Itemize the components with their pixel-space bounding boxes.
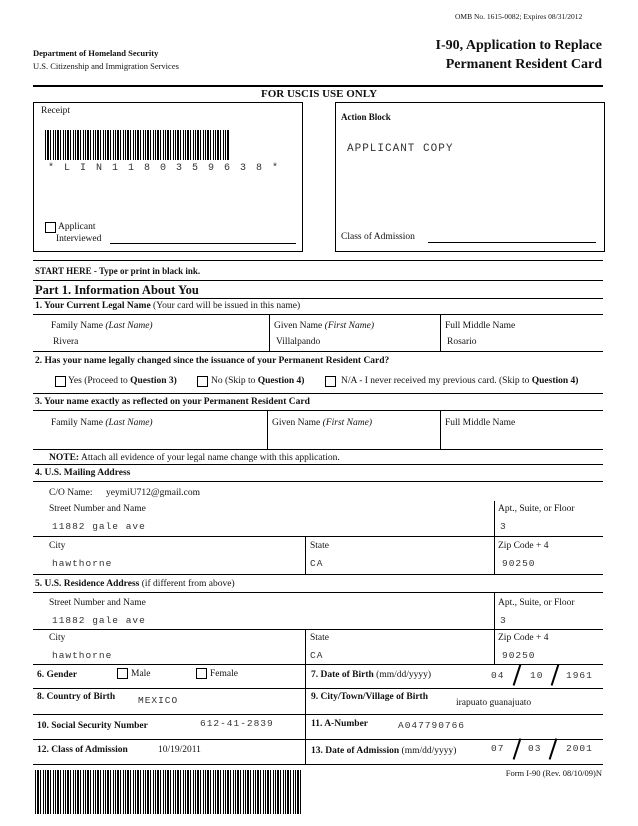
q2-no-option bbox=[211, 376, 304, 386]
rule bbox=[33, 714, 603, 715]
doa-day-field[interactable]: 03 bbox=[528, 743, 542, 754]
form-title-line2: Permanent Resident Card bbox=[445, 57, 602, 72]
divider bbox=[440, 315, 441, 351]
q10-label: 10. Social Security Number bbox=[37, 721, 148, 731]
res-apt-field[interactable]: 3 bbox=[500, 615, 507, 626]
given-label: Given Name bbox=[274, 321, 323, 331]
family-label: Family Name bbox=[51, 321, 103, 331]
rule bbox=[33, 739, 603, 740]
gender-male-checkbox[interactable] bbox=[117, 668, 128, 679]
res-street-field[interactable]: 11882 gale ave bbox=[52, 615, 146, 626]
rule bbox=[33, 688, 603, 689]
q1-label: 1. Your Current Legal Name bbox=[35, 301, 151, 311]
divider bbox=[305, 740, 306, 764]
divider bbox=[305, 630, 306, 664]
apt-label: Apt., Suite, or Floor bbox=[498, 504, 575, 514]
res-state-field[interactable]: CA bbox=[310, 650, 324, 661]
rule bbox=[33, 536, 603, 537]
q13-hint: (mm/dd/yyyy) bbox=[401, 746, 457, 756]
rule bbox=[33, 351, 603, 352]
q8-label: 8. Country of Birth bbox=[37, 692, 116, 702]
rule bbox=[33, 410, 603, 411]
divider bbox=[269, 315, 270, 351]
given-name-label bbox=[274, 321, 374, 331]
date-separator bbox=[513, 738, 522, 760]
start-here: START HERE - Type or print in black ink. bbox=[35, 266, 201, 276]
q2-na-target: Question 4) bbox=[531, 376, 579, 386]
family-name-field[interactable]: Rivera bbox=[53, 337, 79, 347]
note-label: NOTE: bbox=[49, 453, 80, 463]
q7-hint: (mm/dd/yyyy) bbox=[376, 670, 432, 680]
res-street-label: Street Number and Name bbox=[49, 598, 146, 608]
uscis-use-only: FOR USCIS USE ONLY bbox=[260, 88, 378, 100]
rule bbox=[33, 260, 603, 261]
q5-note: (if different from above) bbox=[141, 579, 235, 589]
applicant-label: Applicant bbox=[58, 222, 96, 232]
date-separator bbox=[551, 664, 560, 686]
rule bbox=[33, 393, 603, 394]
dob-year-field[interactable]: 1961 bbox=[566, 670, 593, 681]
q2-no-checkbox[interactable] bbox=[197, 376, 208, 387]
female-label: Female bbox=[210, 669, 238, 679]
q3-given-hint: (First Name) bbox=[322, 418, 372, 428]
receipt-barcode bbox=[45, 130, 230, 160]
q2-yes-checkbox[interactable] bbox=[55, 376, 66, 387]
part1-heading: Part 1. Information About You bbox=[35, 283, 199, 297]
date-separator bbox=[549, 738, 558, 760]
note-text: Attach all evidence of your legal name change with this application. bbox=[80, 453, 340, 463]
zip-label: Zip Code + 4 bbox=[498, 541, 549, 551]
zip-field[interactable]: 90250 bbox=[502, 558, 536, 569]
q11-label: 11. A-Number bbox=[311, 719, 368, 729]
state-label: State bbox=[310, 541, 329, 551]
class-of-admission-field[interactable]: 10/19/2011 bbox=[158, 745, 201, 755]
applicant-interviewed-checkbox[interactable] bbox=[45, 222, 56, 233]
q3-given-text: Given Name bbox=[272, 418, 321, 428]
divider bbox=[494, 630, 495, 664]
rule bbox=[33, 664, 603, 665]
q3-given-label bbox=[272, 418, 372, 428]
dob-month-field[interactable]: 04 bbox=[491, 670, 505, 681]
form-title-line1: I-90, Application to Replace bbox=[435, 38, 602, 53]
divider bbox=[440, 411, 441, 449]
header-divider bbox=[33, 85, 603, 87]
divider bbox=[305, 689, 306, 714]
doa-month-field[interactable]: 07 bbox=[491, 743, 505, 754]
male-label: Male bbox=[131, 669, 151, 679]
q2-label: 2. Has your name legally changed since the issuance of your Permanent Resident Card? bbox=[35, 356, 390, 366]
res-zip-field[interactable]: 90250 bbox=[502, 650, 536, 661]
q2-no-text: No (Skip to bbox=[211, 376, 256, 386]
class-admission-office-line bbox=[428, 242, 596, 243]
q13-label: 13. Date of Admission bbox=[311, 746, 400, 756]
rule bbox=[33, 629, 603, 630]
state-field[interactable]: CA bbox=[310, 558, 324, 569]
res-city-field[interactable]: hawthorne bbox=[52, 650, 113, 661]
class-admission-office-label: Class of Admission bbox=[341, 232, 415, 242]
omb-number: OMB No. 1615-0082; Expires 08/31/2012 bbox=[455, 12, 583, 21]
q3-middle-label: Full Middle Name bbox=[445, 418, 516, 428]
street-label: Street Number and Name bbox=[49, 504, 146, 514]
res-city-label: City bbox=[49, 633, 66, 643]
divider bbox=[494, 501, 495, 536]
rule bbox=[33, 592, 603, 593]
q2-na-option bbox=[341, 376, 578, 386]
q3-family-text: Family Name bbox=[51, 418, 103, 428]
rule bbox=[33, 574, 603, 575]
given-name-field[interactable]: Villalpando bbox=[276, 337, 321, 347]
q1-heading bbox=[35, 301, 300, 311]
dob-day-field[interactable]: 10 bbox=[530, 670, 544, 681]
rule bbox=[33, 449, 603, 450]
q2-yes-target: Question 3) bbox=[130, 376, 177, 386]
receipt-label: Receipt bbox=[41, 106, 71, 116]
footer-barcode bbox=[35, 770, 301, 814]
family-name-label bbox=[51, 321, 153, 331]
q2-no-target: Question 4) bbox=[257, 376, 305, 386]
q5-label: 5. U.S. Residence Address bbox=[35, 579, 140, 589]
q3-family-hint: (Last Name) bbox=[105, 418, 153, 428]
interviewed-line bbox=[110, 243, 296, 244]
q9-label: 9. City/Town/Village of Birth bbox=[311, 692, 428, 702]
divider bbox=[267, 411, 268, 449]
q2-yes-text: Yes (Proceed to bbox=[68, 376, 128, 386]
city-label: City bbox=[49, 541, 66, 551]
divider bbox=[494, 537, 495, 574]
q3-family-label bbox=[51, 418, 153, 428]
rule bbox=[33, 314, 603, 315]
name-change-note bbox=[49, 453, 340, 463]
rule bbox=[33, 280, 603, 281]
q7-label: 7. Date of Birth bbox=[311, 670, 374, 680]
agency-name: U.S. Citizenship and Immigration Services bbox=[33, 61, 179, 71]
ssn-field[interactable]: 612-41-2839 bbox=[200, 718, 274, 729]
middle-name-label: Full Middle Name bbox=[445, 321, 516, 331]
rule bbox=[33, 298, 603, 299]
department-name: Department of Homeland Security bbox=[33, 48, 159, 58]
middle-name-field[interactable]: Rosario bbox=[447, 337, 477, 347]
date-separator bbox=[513, 664, 522, 686]
q7-heading bbox=[311, 670, 431, 680]
country-of-birth-field[interactable]: MEXICO bbox=[138, 695, 179, 706]
q3-label: 3. Your name exactly as reflected on your Permanent Resident Card bbox=[35, 397, 310, 407]
divider bbox=[305, 665, 306, 688]
applicant-copy-stamp: APPLICANT COPY bbox=[347, 143, 454, 155]
q1-note: (Your card will be issued in this name) bbox=[153, 301, 301, 311]
res-state-label: State bbox=[310, 633, 329, 643]
family-hint: (Last Name) bbox=[105, 321, 153, 331]
q2-na-text: N/A - I never received my previous card. (Skip to bbox=[341, 376, 530, 386]
apt-field[interactable]: 3 bbox=[500, 521, 507, 532]
a-number-field[interactable]: A047790766 bbox=[398, 720, 466, 731]
divider bbox=[305, 537, 306, 574]
action-block-box bbox=[335, 102, 605, 252]
co-name-label: C/O Name: bbox=[49, 488, 93, 498]
city-field[interactable]: hawthorne bbox=[52, 558, 113, 569]
interviewed-label: Interviewed bbox=[56, 234, 102, 244]
divider bbox=[305, 715, 306, 739]
form-id: Form I-90 (Rev. 08/10/09)N bbox=[505, 768, 602, 778]
q2-yes-option bbox=[68, 376, 177, 386]
q4-label: 4. U.S. Mailing Address bbox=[35, 468, 131, 478]
q6-label: 6. Gender bbox=[37, 670, 78, 680]
birth-city-field[interactable]: irapuato guanajuato bbox=[456, 698, 532, 708]
divider bbox=[494, 593, 495, 629]
q2-na-checkbox[interactable] bbox=[325, 376, 336, 387]
q13-heading bbox=[311, 746, 456, 756]
action-block-label: Action Block bbox=[341, 112, 391, 122]
street-field[interactable]: 11882 gale ave bbox=[52, 521, 146, 532]
q12-label: 12. Class of Admission bbox=[37, 745, 128, 755]
gender-female-checkbox[interactable] bbox=[196, 668, 207, 679]
given-hint: (First Name) bbox=[324, 321, 374, 331]
receipt-number: * L I N 1 1 8 0 3 5 9 6 3 8 * bbox=[48, 163, 281, 174]
rule bbox=[33, 464, 603, 465]
doa-year-field[interactable]: 2001 bbox=[566, 743, 593, 754]
res-apt-label: Apt., Suite, or Floor bbox=[498, 598, 575, 608]
rule bbox=[33, 764, 603, 765]
res-zip-label: Zip Code + 4 bbox=[498, 633, 549, 643]
rule bbox=[33, 481, 603, 482]
q5-heading bbox=[35, 579, 235, 589]
co-name-field[interactable]: yeymiU712@gmail.com bbox=[106, 488, 200, 498]
